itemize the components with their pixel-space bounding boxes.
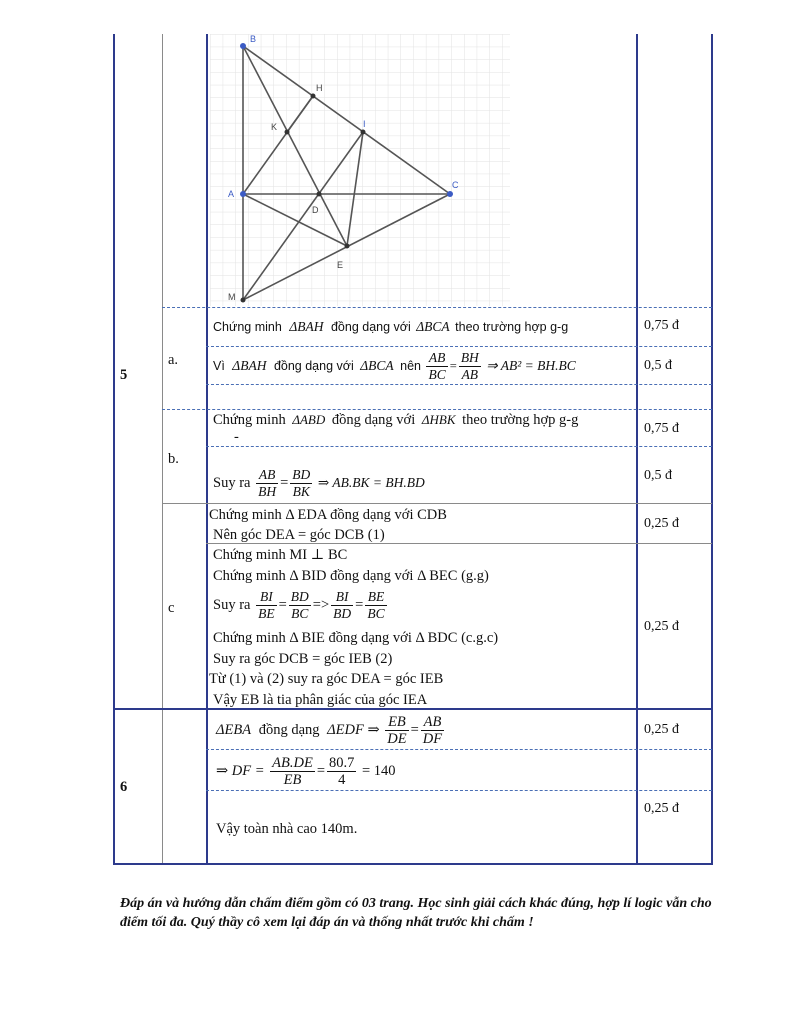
q5b2-fraction-1: $\frac{AB}{BH}$: [258, 467, 277, 500]
q5a2-score: 0,5 đ: [644, 358, 672, 373]
label-e: E: [337, 260, 344, 270]
label-c: C: [452, 180, 459, 190]
q6-l3-score: 0,25 đ: [644, 801, 679, 816]
label-i: I: [363, 119, 366, 129]
row-divider: [162, 503, 712, 504]
q5a-line-1: [213, 318, 568, 336]
row-divider: [162, 307, 712, 308]
table-bottom-border: [113, 863, 713, 865]
q6-fraction-2: $\frac{AB}{DF}$: [422, 714, 443, 748]
q6-l2-fraction-2: $\frac{80.7}{4}$: [329, 755, 355, 789]
q5b2-score: 0,5 đ: [644, 468, 672, 483]
row-divider: [206, 790, 712, 791]
q5c2-line-4: Chứng minh Δ BIE đồng dạng với Δ BDC (c.g.c): [213, 630, 499, 646]
q5c2-line-1: Chứng minh MI ⊥ BC: [213, 547, 348, 563]
q5a2-prefix: Vì: [213, 359, 225, 373]
q5b1-score: 0,75 đ: [644, 421, 679, 436]
row-divider: [206, 346, 712, 347]
grid-background: [210, 34, 510, 306]
footer-note: Đáp án và hướng dẫn chấm điểm gồm có 03 trang. Học sinh giải cách khác đúng, hợp lí logic vẫn cho điểm tối đa. Quý thầy cô xem lại đáp án và thống nhất trước khi chấm !: [120, 896, 712, 930]
point-h-marker: [311, 94, 316, 99]
point-e-marker: [345, 244, 350, 249]
row-divider: [206, 749, 712, 750]
point-b-marker: [240, 43, 246, 49]
row-divider: [206, 446, 712, 447]
q5c1-line-1: Chứng minh Δ EDA đồng dạng với CDB: [209, 507, 447, 523]
label-a: A: [228, 189, 235, 199]
q6-fraction-1: $\frac{EB}{DE}$: [387, 714, 407, 748]
question-6-number: 6: [120, 779, 128, 795]
row-divider: [162, 409, 712, 410]
row-divider: [206, 384, 712, 385]
q5c2-fraction-3: $\frac{BI}{BD}$: [333, 589, 352, 622]
q5b-line-1: [213, 411, 578, 429]
column-divider-1: [162, 34, 163, 864]
q5a2-mid: đồng dạng với: [273, 359, 354, 373]
question-5-number: 5: [120, 367, 128, 383]
q5c1-score: 0,25 đ: [644, 516, 679, 531]
label-m: M: [228, 292, 236, 302]
point-c-marker: [447, 191, 453, 197]
q5c2-line-5: Suy ra góc DCB = góc IEB (2): [213, 651, 393, 667]
q5b1-dash: -: [234, 429, 239, 445]
point-k-marker: [285, 130, 290, 135]
q6-triangle-2: ΔEDF ⇒: [327, 722, 380, 738]
q5b2-conclusion: ⇒ AB.BK = BH.BD: [317, 475, 425, 490]
q5a1-suffix: theo trường hợp g-g: [455, 320, 569, 334]
label-d: D: [312, 205, 319, 215]
q5c1-line-2: Nên góc DEA = góc DCB (1): [213, 527, 385, 543]
q5a2-triangle-1: ΔBAH: [232, 358, 267, 373]
column-divider-3: [636, 34, 638, 864]
table-right-border: [711, 34, 713, 864]
q5a2-nen: nên: [400, 359, 421, 373]
q5a2-fraction-1: $\frac{AB}{BC}$: [428, 350, 446, 383]
q6-l2-fraction-1: $\frac{AB.DE}{EB}$: [272, 755, 313, 789]
column-divider-2: [206, 34, 208, 864]
q5b1-suffix: theo trường hợp g-g: [462, 412, 579, 428]
q5c2-fraction-2: $\frac{BD}{BC}$: [290, 589, 309, 622]
label-b: B: [250, 34, 257, 44]
point-m-marker: [241, 298, 246, 303]
q5b1-prefix: Chứng minh: [213, 412, 286, 428]
table-left-border: [113, 34, 115, 864]
point-i-marker: [361, 130, 366, 135]
q6-mid: đồng dạng: [258, 722, 320, 738]
q5a-line-2: Vì ΔBAH đồng dạng với ΔBCA nên $\frac{AB}{BC}$ = $\frac{BH}{AB}$ ⇒ AB² = BH.BC: [213, 350, 576, 383]
point-a-marker: [240, 191, 246, 197]
part-c-label: c: [168, 600, 175, 616]
q5c2-fraction-4: $\frac{BE}{BC}$: [367, 589, 385, 622]
q6-line-3: Vậy toàn nhà cao 140m.: [216, 821, 358, 837]
q5b-line-2: Suy ra $\frac{AB}{BH}$ = $\frac{BD}{BK}$ ⇒ AB.BK = BH.BD: [213, 467, 425, 500]
part-b-label: b.: [168, 451, 179, 467]
q5c2-line-7: Vậy EB là tia phân giác của góc IEA: [213, 692, 428, 708]
q6-line-2: ⇒ DF = $\frac{AB.DE}{EB}$ = $\frac{80.7}{4}$ = 140: [216, 755, 396, 789]
q5c2-line-3: Suy ra $\frac{BI}{BE}$ = $\frac{BD}{BC}$ => $\frac{BI}{BD}$ = $\frac{BE}{BC}$: [213, 589, 385, 622]
q5b1-triangle-2: ΔHBK: [421, 412, 456, 427]
point-d-marker: [317, 192, 322, 197]
q5b2-prefix: Suy ra: [213, 475, 251, 491]
q5c2-arrow: =>: [312, 597, 330, 613]
label-k: K: [271, 122, 278, 132]
q5c2-score: 0,25 đ: [644, 619, 679, 634]
q5a1-score: 0,75 đ: [644, 318, 679, 333]
q5a2-fraction-2: $\frac{BH}{AB}$: [460, 350, 479, 383]
part-a-label: a.: [168, 352, 179, 368]
q6-l2-tail: = 140: [362, 763, 396, 779]
q5b1-mid: đồng dạng với: [331, 412, 416, 428]
q6-line-1: ΔEBA đồng dạng ΔEDF ⇒ $\frac{EB}{DE}$ = $\frac{AB}{DF}$: [216, 714, 443, 748]
q5c2-line-2: Chứng minh Δ BID đồng dạng với Δ BEC (g.g): [213, 568, 489, 584]
q5a1-triangle-1: ΔBAH: [289, 319, 324, 334]
q5b1-triangle-1: ΔABD: [292, 412, 326, 427]
q5a1-prefix: Chứng minh: [213, 320, 282, 334]
q5c2-fraction-1: $\frac{BI}{BE}$: [258, 589, 275, 622]
q6-l1-score: 0,25 đ: [644, 722, 679, 737]
q5b2-fraction-2: $\frac{BD}{BK}$: [292, 467, 311, 500]
q5a2-triangle-2: ΔBCA: [360, 358, 394, 373]
geometry-figure: [210, 34, 636, 306]
q5c2-line-6: Từ (1) và (2) suy ra góc DEA = góc IEB: [209, 671, 444, 687]
q6-l2-lead: ⇒ DF =: [216, 763, 265, 779]
q5a1-mid: đồng dạng với: [330, 320, 411, 334]
q5a1-triangle-2: ΔBCA: [416, 319, 450, 334]
q5a2-conclusion: ⇒ AB² = BH.BC: [486, 358, 576, 373]
label-h: H: [316, 83, 323, 93]
q5c2-suy: Suy ra: [213, 597, 251, 613]
q6-triangle-1: ΔEBA: [216, 722, 252, 738]
